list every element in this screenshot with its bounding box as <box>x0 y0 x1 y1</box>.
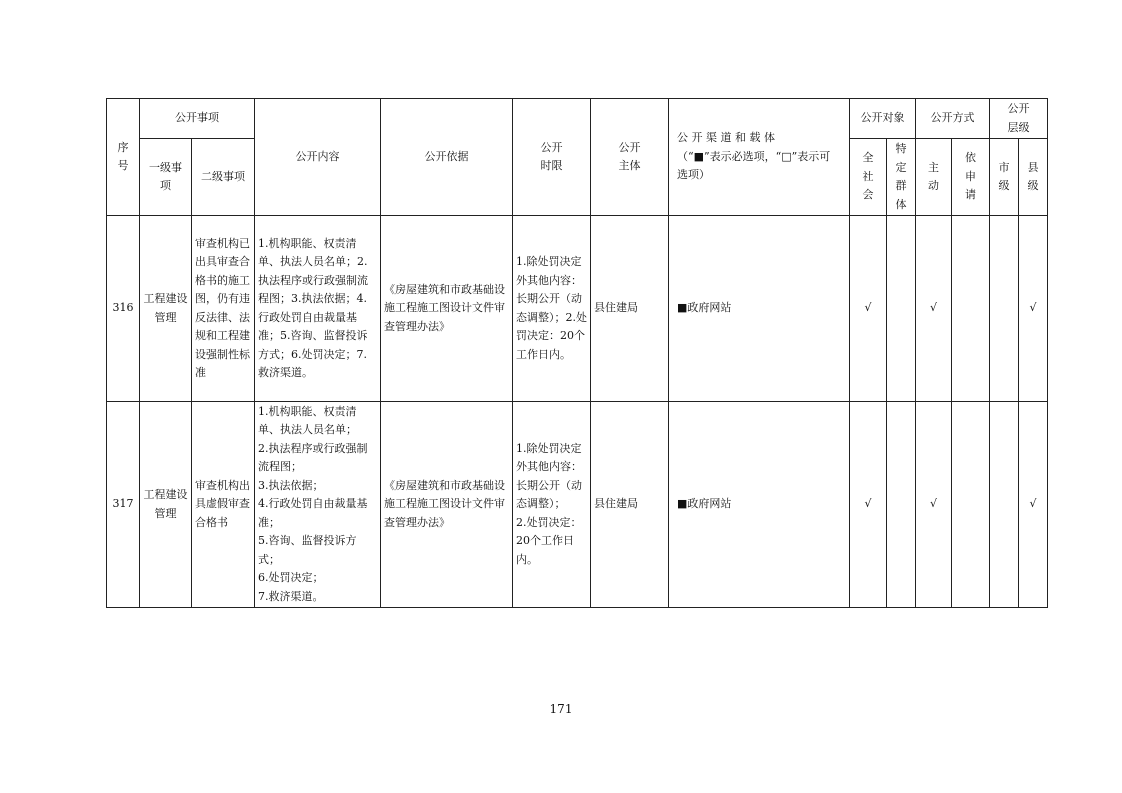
specific-group-check <box>887 216 916 402</box>
header-seq: 序号 <box>107 99 140 216</box>
level1-cell: 工程建设管理 <box>140 402 192 608</box>
city-check <box>990 402 1019 608</box>
header-all-society: 全社会 <box>850 139 887 216</box>
header-basis: 公开依据 <box>381 99 513 216</box>
county-check: √ <box>1019 216 1048 402</box>
basis-cell: 《房屋建筑和市政基础设施工程施工图设计文件审查管理办法》 <box>381 402 513 608</box>
specific-group-check <box>887 402 916 608</box>
content-cell: 1.机构职能、权责清单、执法人员名单；2.执法程序或行政强制流程图；3.执法依据；4.行政处罚自由裁量基准；5.咨询、监督投诉方式；6.处罚决定；7.救济渠道。 <box>255 216 381 402</box>
time-limit-cell: 1.除处罚决定外其他内容：长期公开（动态调整）； 2.处罚决定：20个工作日内。 <box>513 402 591 608</box>
header-time-limit: 公开 时限 <box>513 99 591 216</box>
seq-cell: 316 <box>107 216 140 402</box>
all-society-check: √ <box>850 402 887 608</box>
all-society-check: √ <box>850 216 887 402</box>
channel-cell: ■政府网站 <box>669 402 850 608</box>
header-city: 市级 <box>990 139 1019 216</box>
header-level2: 二级事项 <box>192 139 255 216</box>
header-subject: 公开 主体 <box>591 99 669 216</box>
header-on-request: 依申请 <box>952 139 990 216</box>
page-number: 171 <box>549 702 573 716</box>
level2-cell: 审查机构已出具审查合格书的施工图，仍有违反法律、法规和工程建设强制性标准 <box>192 216 255 402</box>
header-specific-group: 特定群体 <box>887 139 916 216</box>
header-row-1 <box>107 99 1048 139</box>
content-cell: 1.机构职能、权责清单、执法人员名单； 2.执法程序或行政强制流程图； 3.执法依据； 4.行政处罚自由裁量基准； 5.咨询、监督投诉方式； 6.处罚决定； 7.救济渠道。 <box>255 402 381 608</box>
level1-cell: 工程建设管理 <box>140 216 192 402</box>
header-method: 公开方式 <box>916 99 990 139</box>
level2-cell: 审查机构出具虚假审查合格书 <box>192 402 255 608</box>
active-check: √ <box>916 216 952 402</box>
disclosure-table <box>106 98 1048 608</box>
time-limit-cell: 1.除处罚决定外其他内容：长期公开（动态调整）；2.处罚决定：20个工作日内。 <box>513 216 591 402</box>
header-content: 公开内容 <box>255 99 381 216</box>
header-channel: 公 开 渠 道 和 载 体 （“■”表示必选项，“□”表示可选项） <box>669 99 850 216</box>
subject-cell: 县住建局 <box>591 216 669 402</box>
seq-cell: 317 <box>107 402 140 608</box>
channel-cell: ■政府网站 <box>669 216 850 402</box>
table-row <box>107 402 1048 608</box>
city-check <box>990 216 1019 402</box>
header-level: 公开层级 <box>990 99 1048 139</box>
county-check: √ <box>1019 402 1048 608</box>
header-level1: 一级事项 <box>140 139 192 216</box>
active-check: √ <box>916 402 952 608</box>
header-matters: 公开事项 <box>140 99 255 139</box>
on-request-check <box>952 216 990 402</box>
subject-cell: 县住建局 <box>591 402 669 608</box>
header-county: 县级 <box>1019 139 1048 216</box>
header-active: 主动 <box>916 139 952 216</box>
basis-cell: 《房屋建筑和市政基础设施工程施工图设计文件审查管理办法》 <box>381 216 513 402</box>
table-row <box>107 216 1048 402</box>
on-request-check <box>952 402 990 608</box>
header-audience: 公开对象 <box>850 99 916 139</box>
